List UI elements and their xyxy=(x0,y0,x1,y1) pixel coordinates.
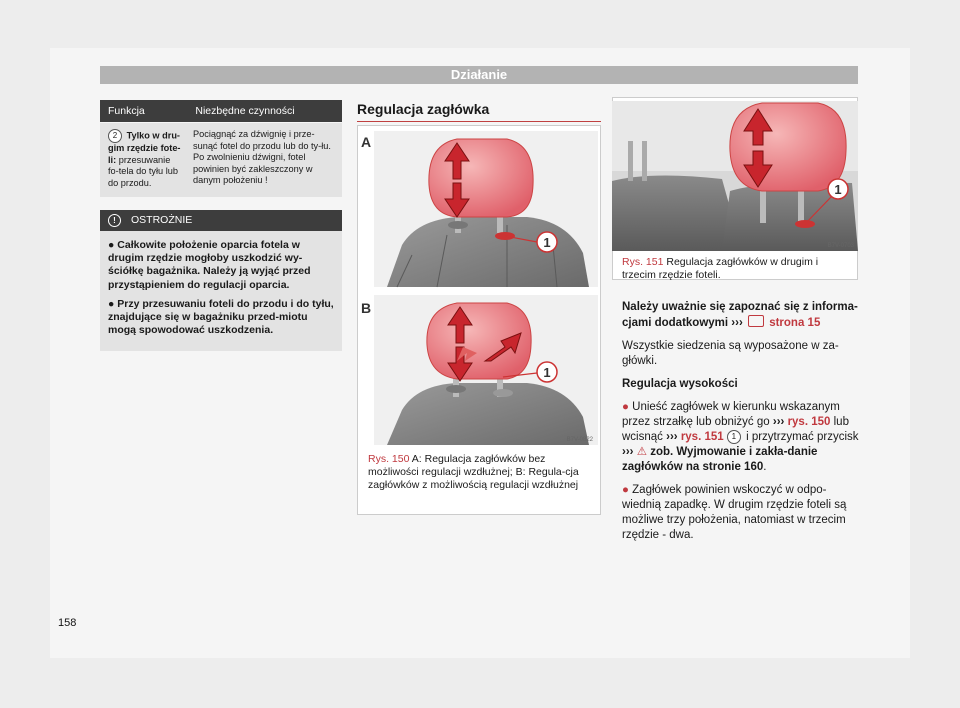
bullet-icon: ● xyxy=(622,484,629,497)
body-text xyxy=(622,300,862,551)
section-title: Regulacja zagłówka xyxy=(357,101,490,117)
caution-header xyxy=(100,210,342,231)
figure-151-caption xyxy=(622,256,850,282)
headrest-a xyxy=(429,139,533,217)
figure-150-caption xyxy=(368,453,592,492)
bullet-text: Zagłówek powinien wskoczyć w odpo-wiednią zapadkę. W drugim rzędzie foteli są możliwe trzy położenia, natomiast w trzecim rzędzie - dwa. xyxy=(622,484,847,542)
cross-reference[interactable]: zob. Wyjmowanie i zakła-danie zagłówków na stronie 160 xyxy=(622,446,818,474)
headrest-151 xyxy=(730,103,846,191)
section-title-rule xyxy=(357,121,601,122)
bullet-text: Unieść zagłówek w kierunku wskazanym przez strzałkę lub obniżyć go xyxy=(622,401,840,428)
callout-number-a: 1 xyxy=(543,235,551,250)
figure-code: B7V-0703 xyxy=(827,243,854,249)
ref-arrows: ››› xyxy=(772,416,785,428)
bullet-text: lub wcisnąć xyxy=(622,416,849,444)
book-icon xyxy=(748,315,764,327)
callout-badge: 1 xyxy=(727,430,741,444)
callout-number-151: 1 xyxy=(834,182,842,197)
table-header xyxy=(100,100,342,122)
cell-actions: Pociągnąć za dźwignię i prze-sunąć fotel do przodu lub do ty-łu. Po zwolnieniu dźwigni, fotel powinien być zakleszczony w danym położeniu ! xyxy=(193,129,331,185)
ref-arrows: ››› xyxy=(731,317,743,329)
figure-link[interactable]: rys. 150 xyxy=(787,416,831,428)
caution-title: OSTROŻNIE xyxy=(131,214,193,226)
header-actions: Niezbędne czynności xyxy=(195,105,295,117)
figure-ref: Rys. 151 xyxy=(622,256,664,268)
function-bold: Tylko w dru-gim rzędzie fote-li: xyxy=(108,130,181,165)
figure-150-illustration xyxy=(357,125,601,445)
function-text: przesuwanie fo-tela do tyłu lub do przodu. xyxy=(108,154,178,188)
page-number: 158 xyxy=(58,617,77,629)
bullet-icon: ● xyxy=(108,297,115,310)
ref-arrows: ››› xyxy=(622,446,634,459)
exclamation-circle-icon: ! xyxy=(108,214,121,227)
ref-arrows: ››› xyxy=(666,431,678,444)
bullet-text: . xyxy=(763,461,767,474)
bullet-icon: ● xyxy=(108,239,115,251)
figure-link[interactable]: rys. 151 xyxy=(680,431,724,444)
callout-badge: 2 xyxy=(108,129,122,143)
bullet-item xyxy=(622,483,862,543)
figure-caption-text: A: Regulacja zagłówków bez możliwości regulacji wzdłużnej; B: Regula-cja zagłówków z możliwością regulacji wzdłużnej xyxy=(368,453,579,491)
figure-caption-text: Regulacja zagłówków w drugim i trzecim rzędzie foteli. xyxy=(622,256,819,281)
intro-text: Należy uważnie się zapoznać się z informa-cjami dodatkowymi xyxy=(622,301,858,329)
callout-number-b: 1 xyxy=(543,365,551,380)
bullet-icon: ● xyxy=(622,401,629,413)
caution-item xyxy=(108,298,334,338)
paragraph: Wszystkie siedzenia są wyposażone w za-główki. xyxy=(622,340,839,367)
caution-body xyxy=(100,231,342,351)
caution-item xyxy=(108,239,334,292)
page-header: Działanie xyxy=(100,66,858,84)
bullet-item xyxy=(622,400,862,475)
page-link[interactable]: strona 15 xyxy=(769,317,821,329)
intro-paragraph xyxy=(622,300,862,331)
subheading: Regulacja wysokości xyxy=(622,378,738,390)
table-row xyxy=(100,122,342,197)
caution-item-text: Całkowite położenie oparcia fotela w drugim rzędzie mogłoby uszkodzić wy-ściółkę bagażnika. Należy ją wyjąć przed przystąpieniem do regulacji oparcia. xyxy=(108,239,311,291)
panel-label-b: B xyxy=(361,300,372,316)
cell-function xyxy=(100,129,185,189)
bullet-text: i przytrzymać przycisk xyxy=(746,431,859,444)
panel-label-a: A xyxy=(361,134,372,150)
caution-item-text: Przy przesuwaniu foteli do przodu i do tyłu, znajdujące się w bagażniku przed-miotu mogą spowodować uszkodzenia. xyxy=(108,297,334,337)
figure-151-illustration xyxy=(612,101,858,251)
figure-ref: Rys. 150 xyxy=(368,453,410,465)
function-table xyxy=(100,100,342,197)
figure-code: B7V-0822 xyxy=(566,437,593,443)
warning-triangle-icon: ⚠ xyxy=(636,446,648,459)
header-function: Funkcja xyxy=(108,105,145,117)
caution-box xyxy=(100,210,342,351)
